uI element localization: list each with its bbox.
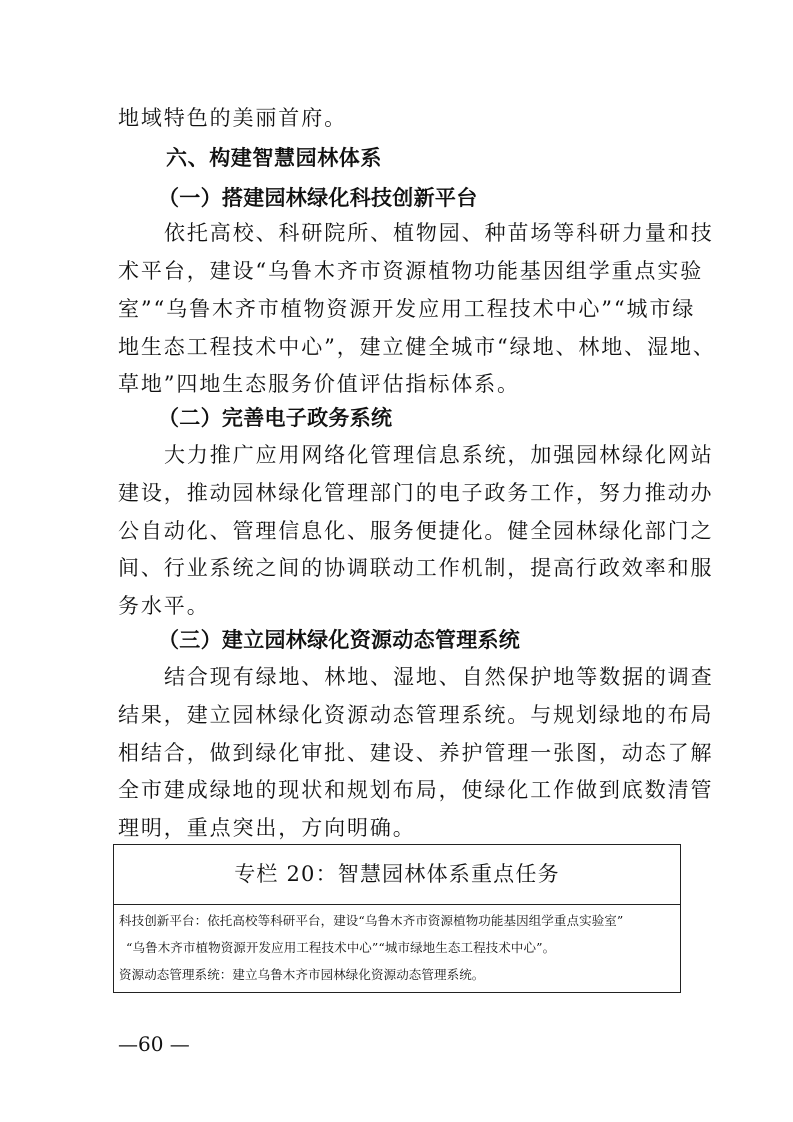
subsection-heading: （三）建立园林绿化资源动态管理系统 (158, 627, 521, 652)
body-line: 结果，建立园林绿化资源动态管理系统。与规划绿地的布局 (118, 703, 714, 727)
body-line: 草地”四地生态服务价值评估指标体系。 (118, 372, 520, 396)
body-line: 相结合，做到绿化审批、建设、养护管理一张图，动态了解 (118, 741, 714, 765)
body-line: 公自动化、管理信息化、服务便捷化。健全园林绿化部门之 (118, 519, 714, 543)
body-line: 间、行业系统之间的协调联动工作机制，提高行政效率和服 (118, 556, 714, 580)
body-line: 术平台，建设“乌鲁木齐市资源植物功能基因组学重点实验 (118, 259, 704, 283)
column-box-line: 资源动态管理系统：建立乌鲁木齐市园林绿化资源动态管理系统。 (119, 967, 485, 982)
subsection-heading: （二）完善电子政务系统 (158, 405, 393, 430)
section-heading: 六、构建智慧园林体系 (166, 146, 382, 170)
subsection-heading: （一）搭建园林绿化科技创新平台 (158, 185, 478, 210)
body-line: 全市建成绿地的现状和规划布局，使绿化工作做到底数清管 (118, 778, 714, 802)
page-number: —60 — (118, 1032, 190, 1056)
body-line: 地域特色的美丽首府。 (118, 106, 347, 130)
body-line: 建设，推动园林绿化管理部门的电子政务工作，努力推动办 (118, 481, 714, 505)
column-box-line: 科技创新平台：依托高校等科研平台，建设“乌鲁木齐市资源植物功能基因组学重点实验室” (119, 913, 624, 928)
column-box (113, 844, 681, 993)
body-line: 务水平。 (118, 594, 210, 618)
body-line: 室”“乌鲁木齐市植物资源开发应用工程技术中心”“城市绿 (118, 297, 696, 321)
body-line: 理明，重点突出，方向明确。 (118, 816, 416, 840)
body-line: 结合现有绿地、林地、湿地、自然保护地等数据的调查 (164, 665, 714, 689)
body-line: 大力推广应用网络化管理信息系统，加强园林绿化网站 (164, 443, 714, 467)
column-box-title: 专栏 20：智慧园林体系重点任务 (114, 845, 680, 905)
body-line: 依托高校、科研院所、植物园、种苗场等科研力量和技 (164, 221, 714, 245)
column-box-line: “乌鲁木齐市植物资源开发应用工程技术中心”“城市绿地生态工程技术中心”。 (126, 940, 556, 955)
body-line: 地生态工程技术中心”，建立健全城市“绿地、林地、湿地、 (118, 335, 716, 359)
